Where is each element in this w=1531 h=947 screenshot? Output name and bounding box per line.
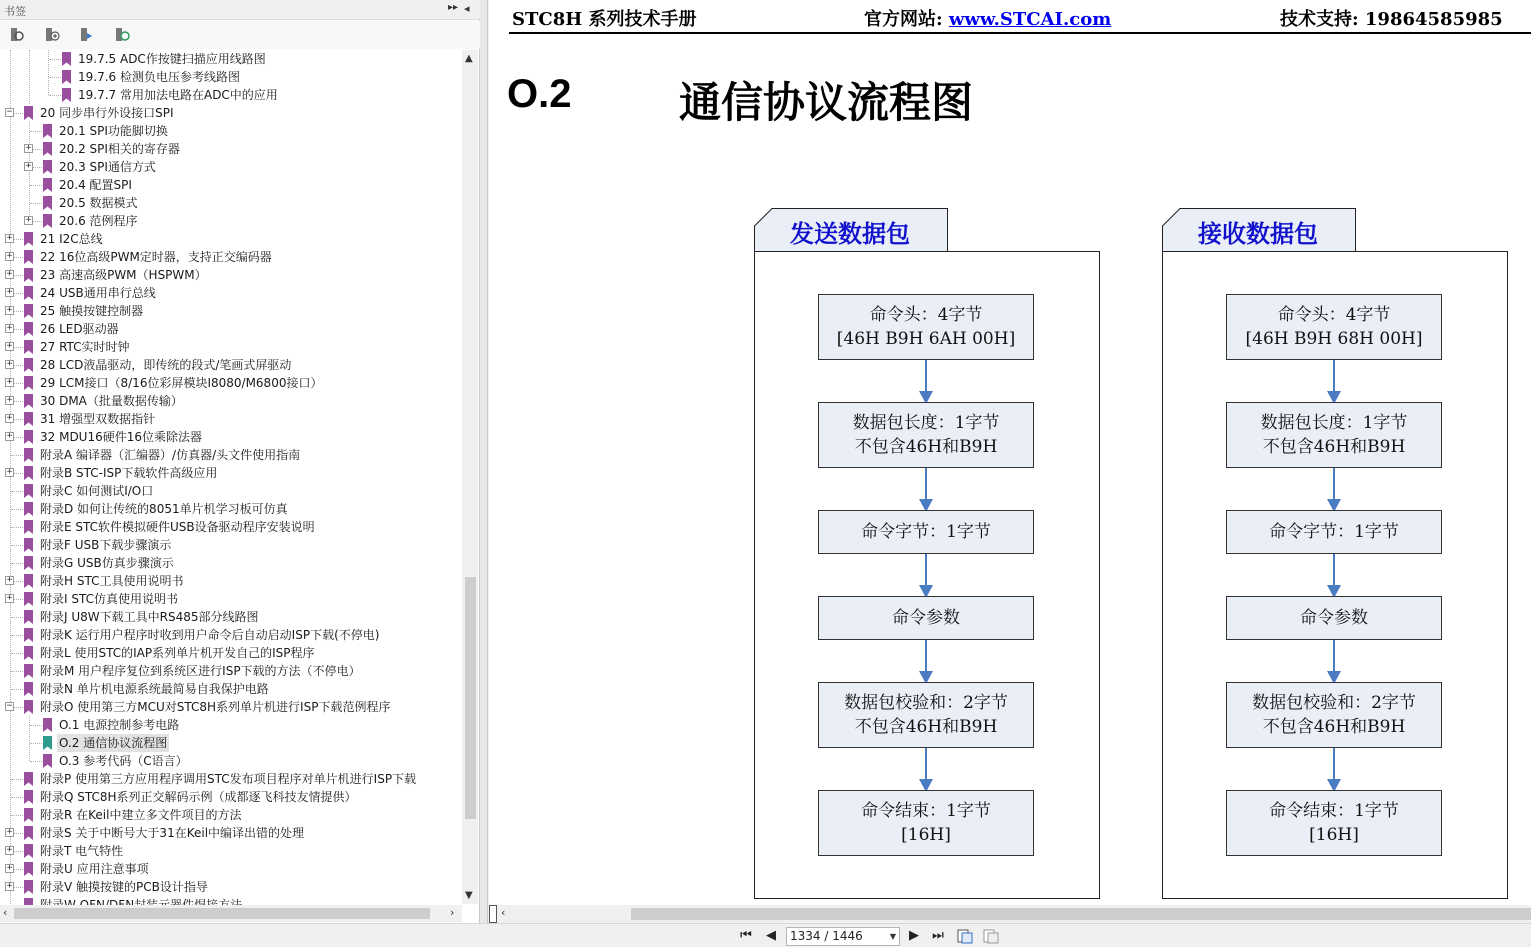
collapse-icon[interactable]: − bbox=[6, 701, 13, 711]
flow-step-text: [16H] bbox=[901, 825, 951, 845]
bookmark-item[interactable] bbox=[0, 266, 460, 284]
expand-icon[interactable]: + bbox=[25, 215, 32, 225]
collapse-panel-icon[interactable]: ◂ bbox=[464, 2, 470, 15]
document-horizontal-scrollbar[interactable] bbox=[489, 905, 1531, 923]
flow-step-text: 命令结束：1字节 bbox=[1269, 801, 1399, 821]
flow-arrow bbox=[925, 554, 927, 596]
bookmark-item[interactable] bbox=[0, 626, 460, 644]
tree-guide-line bbox=[49, 59, 61, 60]
bookmark-item[interactable] bbox=[0, 788, 460, 806]
bookmark-item[interactable] bbox=[0, 824, 460, 842]
bookmark-label: 附录V 触摸按键的PCB设计指导 bbox=[40, 880, 208, 894]
tree-guide-line bbox=[30, 203, 42, 204]
bookmark-icon bbox=[24, 664, 33, 678]
bookmark-item[interactable] bbox=[0, 500, 460, 518]
bookmark-icon bbox=[24, 232, 33, 246]
bookmark-label: 20.4 配置SPI bbox=[59, 178, 132, 192]
tech-support: 技术支持: 19864585985 bbox=[1280, 9, 1503, 30]
tree-guide-line bbox=[11, 509, 23, 510]
bookmark-label: 20.2 SPI相关的寄存器 bbox=[59, 142, 180, 156]
bookmark-icon bbox=[24, 430, 33, 444]
bookmark-label: 附录J U8W下载工具中RS485部分线路图 bbox=[40, 610, 259, 624]
manual-title: STC8H 系列技术手册 bbox=[512, 9, 697, 30]
bookmark-icon bbox=[24, 322, 33, 336]
bookmark-label: 附录E STC软件模拟硬件USB设备驱动程序安装说明 bbox=[40, 520, 315, 534]
bookmark-label: O.3 参考代码（C语言） bbox=[59, 754, 188, 768]
bookmark-label: 附录T 电气特性 bbox=[40, 844, 124, 858]
bookmark-item[interactable] bbox=[0, 86, 460, 104]
expand-icon[interactable]: + bbox=[6, 575, 13, 585]
tree-guide-line bbox=[30, 743, 42, 744]
section-number: O.2 bbox=[507, 72, 572, 116]
bookmark-label: 附录D 如何让传统的8051单片机学习板可仿真 bbox=[40, 502, 288, 516]
flow-step-box bbox=[1226, 596, 1442, 640]
bookmark-icon bbox=[24, 880, 33, 894]
expand-icon[interactable]: + bbox=[6, 359, 13, 369]
flow-step-text: 命令结束：1字节 bbox=[861, 801, 991, 821]
page-navigation-bar bbox=[0, 923, 1531, 947]
bookmark-label: 附录N 单片机电源系统最简易自我保护电路 bbox=[40, 682, 269, 696]
bookmarks-toolbar bbox=[0, 21, 480, 49]
bookmark-item[interactable] bbox=[0, 608, 460, 626]
bookmark-icon bbox=[24, 106, 33, 120]
bookmark-label: 附录Q STC8H系列正交解码示例（成都逐飞科技友情提供） bbox=[40, 790, 357, 804]
flow-arrow bbox=[925, 468, 927, 510]
expand-icon[interactable]: + bbox=[6, 287, 13, 297]
bookmark-label: 20.3 SPI通信方式 bbox=[59, 160, 156, 174]
bookmark-label: 附录R 在Keil中建立多文件项目的方法 bbox=[40, 808, 242, 822]
expand-panel-icon[interactable]: ▸▸ bbox=[448, 2, 459, 13]
flow-step-text: 数据包校验和：2字节 bbox=[844, 693, 1008, 713]
tree-guide-line bbox=[11, 527, 23, 528]
bookmark-icon bbox=[43, 736, 52, 750]
previous-page-icon[interactable]: ◀ bbox=[766, 928, 776, 943]
bookmark-label: 22 16位高级PWM定时器，支持正交编码器 bbox=[40, 250, 272, 264]
page-number-value: 1334 / 1446 bbox=[790, 929, 863, 943]
expand-icon[interactable]: + bbox=[6, 593, 13, 603]
bookmarks-horizontal-scrollbar[interactable] bbox=[0, 905, 462, 922]
expand-icon[interactable]: + bbox=[6, 377, 13, 387]
flow-step-box bbox=[818, 596, 1034, 640]
bookmark-label: 附录L 使用STC的IAP系列单片机开发自己的ISP程序 bbox=[40, 646, 315, 660]
flow-step-text: [46H B9H 68H 00H] bbox=[1245, 329, 1423, 349]
page-header bbox=[509, 0, 1531, 34]
flow-step-text: 命令字节：1字节 bbox=[861, 522, 991, 542]
bookmark-label: 28 LCD液晶驱动，即传统的段式/笔画式屏驱动 bbox=[40, 358, 292, 372]
expand-icon[interactable]: + bbox=[6, 323, 13, 333]
bookmark-label: 附录H STC工具使用说明书 bbox=[40, 574, 184, 588]
bookmark-label: 附录B STC-ISP下载软件高级应用 bbox=[40, 466, 218, 480]
scroll-right-icon[interactable]: › bbox=[450, 906, 455, 919]
bookmark-label: 附录C 如何测试I/O口 bbox=[40, 484, 154, 498]
tree-guide-line bbox=[11, 617, 23, 618]
fit-page-icon[interactable] bbox=[956, 927, 974, 945]
bookmark-icon bbox=[24, 556, 33, 570]
send-packet-diagram bbox=[754, 208, 1100, 900]
bookmark-item[interactable] bbox=[0, 680, 460, 698]
bookmark-icon bbox=[24, 520, 33, 534]
bookmark-item[interactable] bbox=[0, 698, 460, 716]
bookmark-label: 23 高速高级PWM（HSPWM） bbox=[40, 268, 207, 282]
bookmark-icon bbox=[24, 484, 33, 498]
bookmark-item[interactable] bbox=[0, 104, 460, 122]
bookmark-icon bbox=[24, 304, 33, 318]
flow-arrow bbox=[1333, 640, 1335, 682]
website-link[interactable]: www.STCAI.com bbox=[948, 9, 1112, 30]
flow-arrow bbox=[925, 360, 927, 402]
flow-arrow bbox=[1333, 468, 1335, 510]
flow-step-text: [46H B9H 6AH 00H] bbox=[836, 329, 1016, 349]
bookmark-label: 19.7.5 ADC作按键扫描应用线路图 bbox=[78, 52, 266, 66]
bookmark-item[interactable] bbox=[0, 284, 460, 302]
flow-arrow bbox=[1333, 360, 1335, 402]
bookmark-icon bbox=[24, 412, 33, 426]
bookmark-item[interactable] bbox=[0, 770, 460, 788]
bookmark-icon bbox=[24, 592, 33, 606]
flow-arrow bbox=[925, 640, 927, 682]
flow-step-box bbox=[818, 402, 1034, 468]
expand-icon[interactable]: + bbox=[6, 845, 13, 855]
bookmark-label: O.2 通信协议流程图 bbox=[59, 736, 168, 750]
expand-icon[interactable]: + bbox=[25, 143, 32, 153]
flow-step-text: 命令参数 bbox=[1300, 608, 1368, 628]
bookmark-label: O.1 电源控制参考电路 bbox=[59, 718, 180, 732]
bookmark-item[interactable] bbox=[0, 302, 460, 320]
bookmark-icon bbox=[62, 70, 71, 84]
bookmark-item[interactable] bbox=[0, 194, 460, 212]
flow-step-text: 数据包长度：1字节 bbox=[852, 413, 1000, 433]
website-label: 官方网站: bbox=[864, 9, 949, 30]
bookmark-item[interactable] bbox=[0, 662, 460, 680]
bookmark-icon bbox=[24, 628, 33, 642]
flow-step-text: 命令字节：1字节 bbox=[1269, 522, 1399, 542]
bookmark-label: 27 RTC实时时钟 bbox=[40, 340, 130, 354]
bookmark-icon bbox=[62, 88, 71, 102]
bookmarks-vertical-scrollbar[interactable] bbox=[462, 50, 478, 904]
bookmark-item[interactable] bbox=[0, 806, 460, 824]
bookmarks-title: 书签 bbox=[4, 5, 26, 18]
tree-guide-line bbox=[49, 95, 61, 96]
bookmark-label: 30 DMA（批量数据传输） bbox=[40, 394, 183, 408]
expand-icon[interactable]: + bbox=[6, 395, 13, 405]
panel-splitter[interactable] bbox=[480, 0, 488, 923]
bookmark-label: 19.7.7 常用加法电路在ADC中的应用 bbox=[78, 88, 278, 102]
bookmark-item[interactable] bbox=[0, 860, 460, 878]
receive-packet-title: 接收数据包 bbox=[1198, 220, 1318, 248]
expand-icon[interactable]: + bbox=[6, 431, 13, 441]
flow-step-box bbox=[1226, 790, 1442, 856]
find-bookmark-icon[interactable] bbox=[113, 27, 131, 43]
scroll-thumb[interactable] bbox=[631, 908, 1531, 920]
bookmark-icon bbox=[43, 754, 52, 768]
flow-step-text: 不包含46H和B9H bbox=[1262, 437, 1406, 457]
bookmark-icon bbox=[24, 466, 33, 480]
flow-step-box bbox=[1226, 510, 1442, 554]
bookmark-item[interactable] bbox=[0, 320, 460, 338]
bookmark-item[interactable] bbox=[0, 338, 460, 356]
bookmark-icon bbox=[24, 394, 33, 408]
bookmark-item[interactable] bbox=[0, 158, 460, 176]
tree-guide-line bbox=[30, 761, 42, 762]
bookmark-label: 29 LCM接口（8/16位彩屏模块I8080/M6800接口） bbox=[40, 376, 323, 390]
tree-guide-line bbox=[30, 725, 42, 726]
official-website bbox=[864, 5, 1111, 31]
bookmark-item[interactable] bbox=[0, 554, 460, 572]
bookmark-item[interactable] bbox=[0, 734, 460, 752]
bookmark-label: 32 MDU16硬件16位乘除法器 bbox=[40, 430, 203, 444]
bookmark-icon bbox=[43, 196, 52, 210]
tree-guide-line bbox=[11, 545, 23, 546]
bookmark-icon bbox=[43, 160, 52, 174]
bookmark-item[interactable] bbox=[0, 68, 460, 86]
expand-icon[interactable]: + bbox=[6, 341, 13, 351]
expand-icon[interactable]: + bbox=[6, 251, 13, 261]
bookmark-label: 21 I2C总线 bbox=[40, 232, 103, 246]
bookmark-label: 附录U 应用注意事项 bbox=[40, 862, 149, 876]
bookmark-label: 20.5 数据模式 bbox=[59, 196, 138, 210]
bookmark-label: 附录P 使用第三方应用程序调用STC发布项目程序对单片机进行ISP下载 bbox=[40, 772, 417, 786]
bookmark-label: 24 USB通用串行总线 bbox=[40, 286, 156, 300]
expand-icon[interactable]: + bbox=[6, 413, 13, 423]
bookmark-icon bbox=[24, 826, 33, 840]
flow-step-text: 命令参数 bbox=[892, 608, 960, 628]
flow-step-text: 命令头：4字节 bbox=[869, 305, 983, 325]
expand-icon[interactable]: + bbox=[6, 269, 13, 279]
bookmark-icon bbox=[24, 808, 33, 822]
bookmarks-panel bbox=[0, 0, 480, 923]
bookmark-label: 25 触摸按键控制器 bbox=[40, 304, 144, 318]
bookmark-icon bbox=[43, 718, 52, 732]
collapse-icon[interactable]: − bbox=[6, 107, 13, 117]
bookmark-label: 20.6 范例程序 bbox=[59, 214, 138, 228]
bookmark-label: 20.1 SPI功能脚切换 bbox=[59, 124, 168, 138]
bookmark-icon bbox=[24, 448, 33, 462]
bookmark-label: 附录S 关于中断号大于31在Keil中编译出错的处理 bbox=[40, 826, 305, 840]
bookmark-item[interactable] bbox=[0, 572, 460, 590]
bookmark-label: 20 同步串行外设接口SPI bbox=[40, 106, 174, 120]
flow-step-text: 不包含46H和B9H bbox=[1262, 717, 1406, 737]
flow-arrow bbox=[1333, 748, 1335, 790]
bookmark-label: 附录M 用户程序复位到系统区进行ISP下载的方法（不停电） bbox=[40, 664, 361, 678]
bookmark-item[interactable] bbox=[0, 176, 460, 194]
tree-guide-line bbox=[11, 491, 23, 492]
bookmark-item[interactable] bbox=[0, 590, 460, 608]
bookmark-tree bbox=[0, 50, 462, 904]
receive-packet-diagram bbox=[1162, 208, 1508, 900]
bookmark-item[interactable] bbox=[0, 644, 460, 662]
bookmark-item[interactable] bbox=[0, 482, 460, 500]
bookmark-icon bbox=[24, 610, 33, 624]
bookmark-label: 附录K 运行用户程序时收到用户命令后自动启动ISP下载(不停电) bbox=[40, 628, 380, 642]
bookmark-options-icon[interactable] bbox=[8, 27, 26, 43]
bookmark-icon bbox=[43, 124, 52, 138]
expand-icon[interactable]: + bbox=[25, 161, 32, 171]
flow-step-box bbox=[818, 510, 1034, 554]
expand-icon[interactable]: + bbox=[6, 233, 13, 243]
tree-guide-line bbox=[11, 653, 23, 654]
bookmark-item[interactable] bbox=[0, 50, 460, 68]
tree-guide-line bbox=[11, 689, 23, 690]
bookmark-icon bbox=[24, 268, 33, 282]
bookmark-icon bbox=[24, 286, 33, 300]
bookmark-icon bbox=[43, 214, 52, 228]
last-page-icon[interactable]: ⏭ bbox=[932, 928, 944, 943]
flow-step-text: 不包含46H和B9H bbox=[854, 717, 998, 737]
expand-icon[interactable]: + bbox=[6, 467, 13, 477]
bookmark-icon bbox=[43, 142, 52, 156]
flow-step-box bbox=[1226, 682, 1442, 748]
bookmark-item[interactable] bbox=[0, 464, 460, 482]
tree-guide-line bbox=[49, 77, 61, 78]
bookmark-item[interactable] bbox=[0, 428, 460, 446]
bookmark-item[interactable] bbox=[0, 140, 460, 158]
bookmark-item[interactable] bbox=[0, 410, 460, 428]
flow-step-box bbox=[1226, 402, 1442, 468]
bookmark-label: 附录I STC仿真使用说明书 bbox=[40, 592, 178, 606]
expand-icon[interactable]: + bbox=[6, 305, 13, 315]
bookmark-icon bbox=[24, 340, 33, 354]
bookmark-item[interactable] bbox=[0, 536, 460, 554]
flow-arrow bbox=[1333, 554, 1335, 596]
flow-step-text: 数据包长度：1字节 bbox=[1260, 413, 1408, 433]
bookmark-icon bbox=[24, 844, 33, 858]
bookmark-icon bbox=[24, 358, 33, 372]
bookmark-label: 附录O 使用第三方MCU对STC8H系列单片机进行ISP下载范例程序 bbox=[40, 700, 391, 714]
bookmark-item[interactable] bbox=[0, 716, 460, 734]
flow-arrow bbox=[925, 748, 927, 790]
flow-step-box bbox=[818, 682, 1034, 748]
bookmark-label: 附录A 编译器（汇编器）/仿真器/头文件使用指南 bbox=[40, 448, 301, 462]
bookmarks-header bbox=[0, 0, 480, 20]
scroll-left-icon[interactable]: ‹ bbox=[3, 906, 8, 919]
bookmark-item[interactable] bbox=[0, 518, 460, 536]
bookmark-label: 26 LED驱动器 bbox=[40, 322, 119, 336]
flow-step-text: 命令头：4字节 bbox=[1277, 305, 1391, 325]
section-title: 通信协议流程图 bbox=[679, 78, 974, 127]
bookmark-item[interactable] bbox=[0, 122, 460, 140]
bookmark-icon bbox=[24, 502, 33, 516]
bookmark-icon bbox=[62, 52, 71, 66]
bookmark-item[interactable] bbox=[0, 230, 460, 248]
flow-step-box bbox=[1226, 294, 1442, 360]
bookmark-item[interactable] bbox=[0, 752, 460, 770]
flow-step-box bbox=[818, 790, 1034, 856]
bookmark-icon bbox=[24, 772, 33, 786]
bookmark-icon bbox=[24, 862, 33, 876]
bookmark-icon bbox=[24, 700, 33, 714]
document-view bbox=[489, 0, 1531, 905]
scroll-thumb[interactable] bbox=[465, 577, 476, 819]
tree-guide-line bbox=[11, 779, 23, 780]
tree-guide-line bbox=[11, 455, 23, 456]
bookmark-icon bbox=[24, 646, 33, 660]
page-number-input[interactable] bbox=[786, 927, 900, 946]
bookmark-icon bbox=[24, 790, 33, 804]
scroll-marker bbox=[489, 905, 497, 923]
bookmark-item[interactable] bbox=[0, 374, 460, 392]
flow-step-box bbox=[818, 294, 1034, 360]
tree-guide-line bbox=[11, 797, 23, 798]
tree-guide-line bbox=[30, 185, 42, 186]
chevron-down-icon[interactable]: ▼ bbox=[889, 932, 896, 941]
expand-icon[interactable]: + bbox=[6, 881, 13, 891]
bookmark-icon bbox=[24, 574, 33, 588]
flow-step-text: 数据包校验和：2字节 bbox=[1252, 693, 1416, 713]
tree-guide-line bbox=[11, 563, 23, 564]
tree-guide-line bbox=[30, 131, 42, 132]
bookmark-icon bbox=[24, 376, 33, 390]
new-bookmark-icon[interactable] bbox=[43, 27, 61, 43]
scroll-thumb[interactable] bbox=[14, 908, 430, 919]
bookmark-item[interactable] bbox=[0, 878, 460, 896]
first-page-icon[interactable]: ⏮ bbox=[740, 928, 752, 943]
scroll-left-icon[interactable]: ‹ bbox=[501, 906, 506, 919]
scroll-down-icon[interactable]: ▼ bbox=[465, 890, 473, 901]
bookmark-icon bbox=[24, 538, 33, 552]
tree-guide-line bbox=[11, 815, 23, 816]
bookmark-label: 31 增强型双数据指针 bbox=[40, 412, 156, 426]
bookmark-item[interactable] bbox=[0, 842, 460, 860]
expand-icon[interactable]: + bbox=[6, 827, 13, 837]
tree-guide-line bbox=[11, 671, 23, 672]
bookmark-item[interactable] bbox=[0, 356, 460, 374]
flow-step-text: [16H] bbox=[1309, 825, 1359, 845]
bookmark-item[interactable] bbox=[0, 248, 460, 266]
continuous-view-icon[interactable] bbox=[982, 927, 1000, 945]
flow-step-text: 不包含46H和B9H bbox=[854, 437, 998, 457]
bookmark-label: 19.7.6 检测负电压参考线路图 bbox=[78, 70, 240, 84]
bookmark-label: 附录G USB仿真步骤演示 bbox=[40, 556, 174, 570]
bookmark-item[interactable] bbox=[0, 446, 460, 464]
bookmark-icon bbox=[24, 250, 33, 264]
bookmark-label: 附录F USB下载步骤演示 bbox=[40, 538, 172, 552]
bookmark-item[interactable] bbox=[0, 392, 460, 410]
expand-bookmark-icon[interactable] bbox=[78, 27, 96, 43]
scroll-up-icon[interactable]: ▲ bbox=[465, 53, 473, 64]
send-packet-title: 发送数据包 bbox=[790, 220, 910, 248]
bookmark-icon bbox=[43, 178, 52, 192]
bookmark-item[interactable] bbox=[0, 212, 460, 230]
bookmark-icon bbox=[24, 682, 33, 696]
expand-icon[interactable]: + bbox=[6, 863, 13, 873]
tree-guide-line bbox=[11, 635, 23, 636]
next-page-icon[interactable]: ▶ bbox=[909, 928, 919, 943]
